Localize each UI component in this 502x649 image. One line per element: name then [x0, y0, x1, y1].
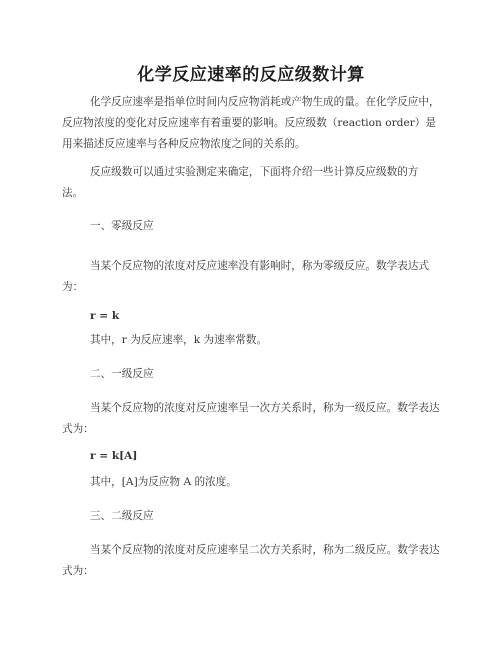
- zero-order-description: 当某个反应物的浓度对反应速率没有影响时，称为零级反应。数学表达式为：: [62, 260, 429, 293]
- intro-paragraph: 化学反应速率是指单位时间内反应物消耗或产物生成的量。在化学反应中，反应物浓度的变化对反应速率有着重要的影响。反应级数（reaction order）是用来描述反应速率与各种反应物浓度之间的关系的。: [62, 96, 440, 150]
- method-paragraph: 反应级数可以通过实验测定来确定，下面将介绍一些计算反应级数的方法。: [62, 166, 419, 199]
- zero-order-note: 其中，r 为反应速率，k 为速率常数。: [90, 334, 268, 346]
- first-order-note: 其中，[A]为反应物 A 的浓度。: [90, 476, 237, 488]
- section-heading-first-order: 二、一级反应: [90, 368, 154, 380]
- first-order-description: 当某个反应物的浓度对反应速率呈一次方关系时，称为一级反应。数学表达式为：: [62, 402, 440, 435]
- first-order-formula: r = k[A]: [90, 450, 138, 462]
- section-heading-zero-order: 一、零级反应: [90, 220, 154, 232]
- document-title: 化学反应速率的反应级数计算: [137, 65, 365, 85]
- second-order-description: 当某个反应物的浓度对反应速率呈二次方关系时，称为二级反应。数学表达式为：: [62, 544, 440, 577]
- section-heading-second-order: 三、二级反应: [90, 510, 154, 522]
- zero-order-formula: r = k: [90, 310, 120, 322]
